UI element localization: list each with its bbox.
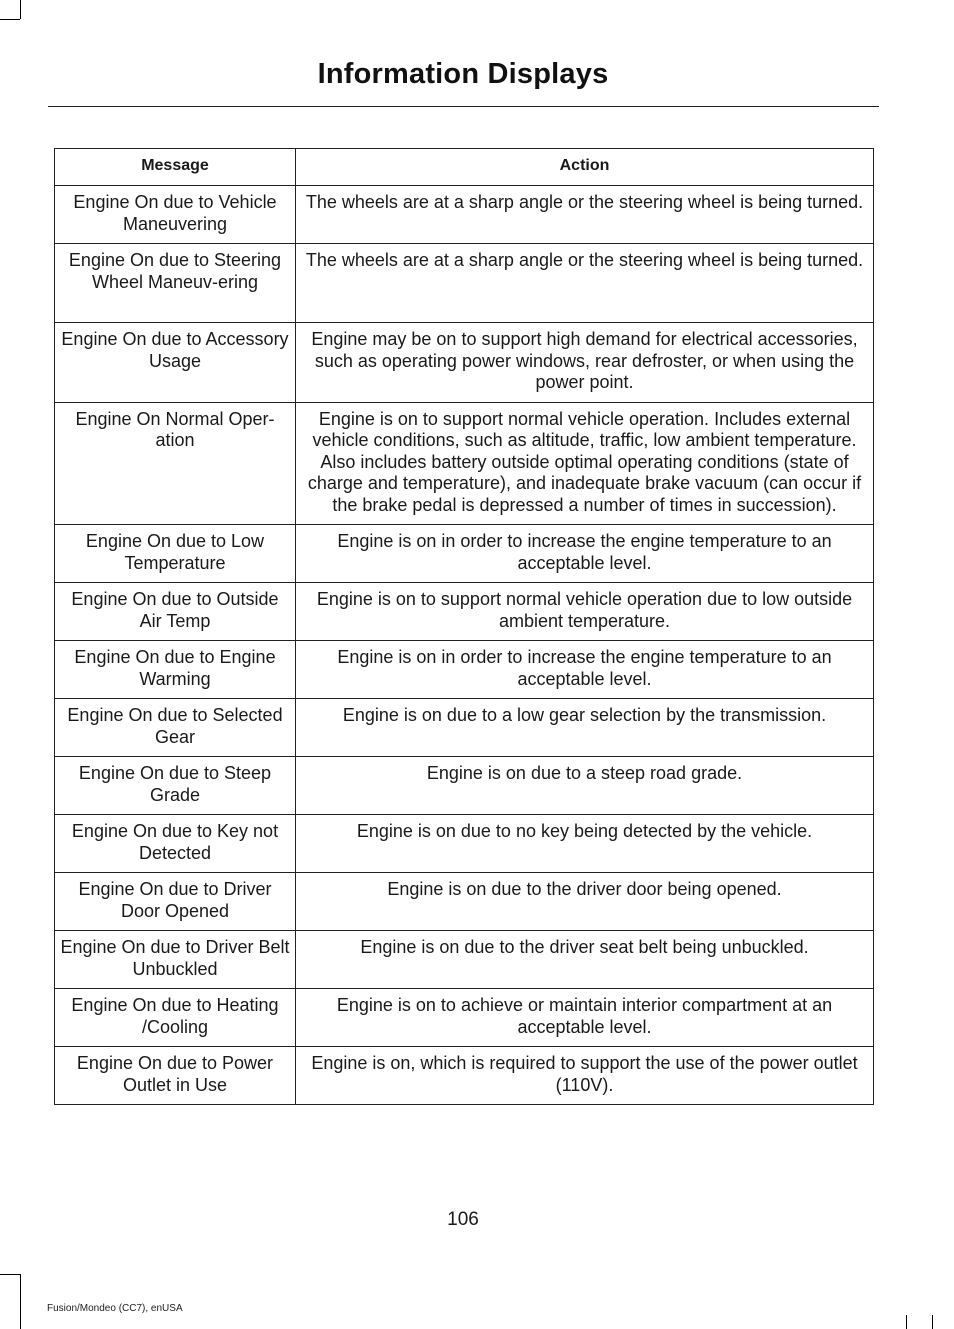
message-cell: Engine On due to Accessory Usage (55, 323, 296, 403)
table-row (55, 815, 874, 873)
table-row (55, 525, 874, 583)
message-table (54, 148, 874, 1105)
table-row (55, 186, 874, 244)
message-cell: Engine On Normal Oper-ation (55, 402, 296, 525)
table-row (55, 641, 874, 699)
action-cell: Engine is on, which is required to support the use of the power outlet (110V). (296, 1047, 874, 1105)
message-cell: Engine On due to Driver Door Opened (55, 873, 296, 931)
table-row (55, 989, 874, 1047)
message-cell: Engine On due to Outside Air Temp (55, 583, 296, 641)
message-cell: Engine On due to Heating /Cooling (55, 989, 296, 1047)
table-row (55, 757, 874, 815)
action-cell: Engine is on in order to increase the engine temperature to an acceptable level. (296, 525, 874, 583)
message-cell: Engine On due to Vehicle Maneuvering (55, 186, 296, 244)
message-cell: Engine On due to Steering Wheel Maneuv-ering (55, 244, 296, 323)
action-cell: Engine is on due to a steep road grade. (296, 757, 874, 815)
message-cell: Engine On due to Engine Warming (55, 641, 296, 699)
action-cell: The wheels are at a sharp angle or the steering wheel is being turned. (296, 244, 874, 323)
message-cell: Engine On due to Steep Grade (55, 757, 296, 815)
table-row (55, 323, 874, 403)
table-row (55, 931, 874, 989)
action-cell: Engine is on due to the driver door being opened. (296, 873, 874, 931)
table-row (55, 1047, 874, 1105)
table-header-row (55, 149, 874, 186)
action-cell: Engine is on to achieve or maintain interior compartment at an acceptable level. (296, 989, 874, 1047)
column-header-action: Action (296, 149, 874, 186)
action-cell: The wheels are at a sharp angle or the steering wheel is being turned. (296, 186, 874, 244)
action-cell: Engine may be on to support high demand for electrical accessories, such as operating power windows, rear defroster, or when using the power point. (296, 323, 874, 403)
crop-mark (906, 1315, 907, 1329)
action-cell: Engine is on due to the driver seat belt being unbuckled. (296, 931, 874, 989)
table-row (55, 699, 874, 757)
action-cell: Engine is on due to no key being detected by the vehicle. (296, 815, 874, 873)
action-cell: Engine is on due to a low gear selection by the transmission. (296, 699, 874, 757)
column-header-message: Message (55, 149, 296, 186)
message-cell: Engine On due to Power Outlet in Use (55, 1047, 296, 1105)
action-cell: Engine is on to support normal vehicle operation. Includes external vehicle conditions, such as altitude, traffic, low ambient temperature. Also includes battery outside optimal operating conditions (state of charge and temperature), and inadequate brake vacuum (can occur if the brake pedal is depressed a number of times in succession). (296, 402, 874, 525)
message-cell: Engine On due to Key not Detected (55, 815, 296, 873)
crop-mark (20, 1274, 21, 1329)
crop-mark (932, 1315, 933, 1329)
title-divider (48, 106, 879, 107)
message-cell: Engine On due to Driver Belt Unbuckled (55, 931, 296, 989)
message-cell: Engine On due to Selected Gear (55, 699, 296, 757)
page-number: 106 (447, 1209, 479, 1230)
crop-mark (0, 1274, 20, 1275)
table-row (55, 873, 874, 931)
page-title: Information Displays (317, 58, 609, 90)
crop-mark (20, 0, 21, 19)
table-row (55, 244, 874, 323)
table-row (55, 583, 874, 641)
crop-mark (0, 19, 20, 20)
footer-doc-id: Fusion/Mondeo (CC7), enUSA (47, 1303, 183, 1314)
table-row (55, 402, 874, 525)
action-cell: Engine is on in order to increase the engine temperature to an acceptable level. (296, 641, 874, 699)
message-cell: Engine On due to Low Temperature (55, 525, 296, 583)
action-cell: Engine is on to support normal vehicle operation due to low outside ambient temperature. (296, 583, 874, 641)
